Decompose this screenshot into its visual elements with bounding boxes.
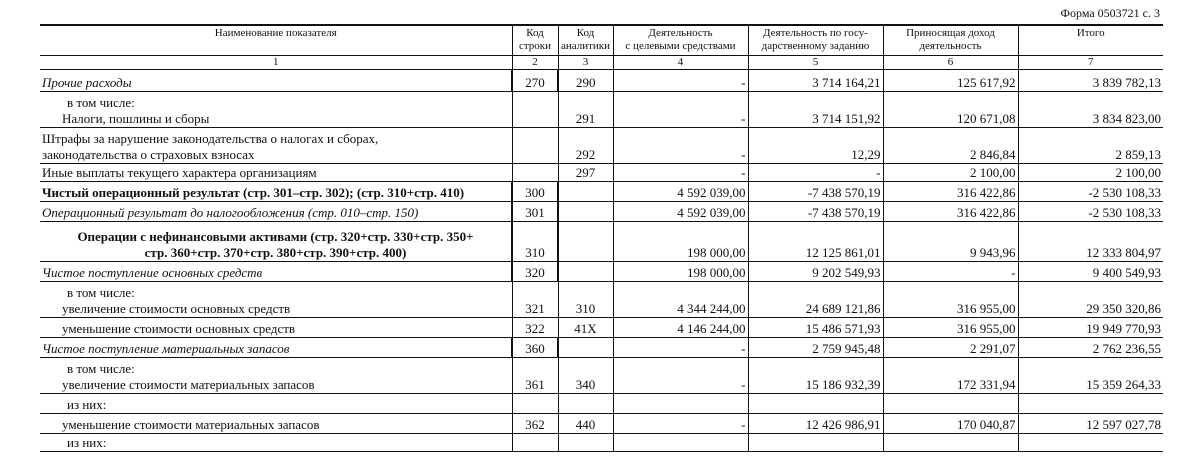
value-targeted: - [613,92,748,128]
value-state-task: 24 689 121,86 [748,282,883,318]
column-header-2 [512,25,558,56]
column-number: 7 [1018,56,1163,70]
value-state-task: -7 438 570,19 [748,182,883,202]
indicator-name-line: стр. 360+стр. 370+стр. 380+стр. 390+стр. 400) [144,245,407,260]
value-income: 120 671,08 [883,92,1018,128]
table-row [40,414,1163,434]
table-row [40,434,1163,452]
indicator-name [40,222,512,262]
column-number: 4 [613,56,748,70]
table-row [40,128,1163,164]
indicator-name-line: увеличение стоимости основных средств [62,301,291,316]
analytics-code: 297 [558,164,613,182]
indicator-name-line: в том числе: [67,361,135,376]
value-total [1018,394,1163,414]
column-header-line: строки [518,40,552,52]
table-row [40,338,1163,358]
table-row [40,282,1163,318]
indicator-name [40,394,512,414]
column-header-line: Код [576,27,595,39]
column-header-line: деятельность [919,40,982,52]
column-number: 3 [558,56,613,70]
indicator-name [40,164,512,182]
indicator-name [40,338,512,358]
analytics-code [558,222,613,262]
line-code [512,434,558,452]
column-number: 2 [512,56,558,70]
table-row [40,202,1163,222]
form-label: Форма 0503721 с. 3 [1060,6,1160,20]
column-header-6 [883,25,1018,56]
line-code: 310 [512,222,558,262]
column-number-row [40,56,1163,70]
indicator-name [40,128,512,164]
indicator-name-line: Иные выплаты текущего характера организациям [42,165,317,180]
value-total [1018,434,1163,452]
value-targeted [613,394,748,414]
value-total: -2 530 108,33 [1018,182,1163,202]
analytics-code: 340 [558,358,613,394]
indicator-name [40,434,512,452]
value-state-task: - [748,164,883,182]
column-number: 1 [40,56,512,70]
value-income: 316 422,86 [883,202,1018,222]
value-total: 19 949 770,93 [1018,318,1163,338]
analytics-code: 41X [558,318,613,338]
value-total: 3 839 782,13 [1018,70,1163,92]
value-targeted: 4 592 039,00 [613,202,748,222]
value-total: 2 859,13 [1018,128,1163,164]
report-sheet [40,24,1163,452]
indicator-name [40,182,512,202]
indicator-name [40,414,512,434]
indicator-name [40,358,512,394]
value-income: 125 617,92 [883,70,1018,92]
indicator-name-line: Операционный результат до налогообложения (стр. 010–стр. 150) [42,205,419,220]
line-code [512,164,558,182]
value-income [883,394,1018,414]
line-code: 300 [512,182,558,202]
analytics-code [558,202,613,222]
column-header-line: Итого [1076,27,1105,39]
column-number: 6 [883,56,1018,70]
value-targeted: 4 146 244,00 [613,318,748,338]
value-total: 2 762 236,55 [1018,338,1163,358]
column-header-line: Приносящая доход [906,27,995,39]
indicator-name-line: в том числе: [67,285,135,300]
column-header-5 [748,25,883,56]
value-income: 2 291,07 [883,338,1018,358]
value-state-task: -7 438 570,19 [748,202,883,222]
value-state-task: 9 202 549,93 [748,262,883,282]
line-code: 321 [512,282,558,318]
value-total: 3 834 823,00 [1018,92,1163,128]
value-total: 12 597 027,78 [1018,414,1163,434]
value-state-task: 2 759 945,48 [748,338,883,358]
table-body [40,70,1163,452]
line-code [512,128,558,164]
column-header-line: Деятельность [648,27,713,39]
column-header-3 [558,25,613,56]
line-code: 361 [512,358,558,394]
value-state-task: 3 714 164,21 [748,70,883,92]
indicator-name-line: Прочие расходы [42,75,132,90]
column-header-line: Деятельность по госу- [763,27,868,39]
value-state-task: 15 186 932,39 [748,358,883,394]
indicator-name [40,92,512,128]
value-targeted: 4 592 039,00 [613,182,748,202]
line-code [512,394,558,414]
line-code: 360 [512,338,558,358]
analytics-code: 291 [558,92,613,128]
indicator-name-line: законодательства о страховых взносах [42,147,255,162]
value-targeted: - [613,128,748,164]
value-income: 316 955,00 [883,282,1018,318]
value-targeted: - [613,414,748,434]
table-row [40,70,1163,92]
column-header-1 [40,25,512,56]
analytics-code [558,182,613,202]
indicator-name-line: Штрафы за нарушение законодательства о налогах и сборах, [42,131,379,146]
analytics-code: 310 [558,282,613,318]
indicator-name-line: Чистый операционный результат (стр. 301–стр. 302); (стр. 310+стр. 410) [42,185,465,200]
indicator-name-line: Операции с нефинансовыми активами (стр. 320+стр. 330+стр. 350+ [77,229,474,244]
value-total: 12 333 804,97 [1018,222,1163,262]
value-targeted: 198 000,00 [613,262,748,282]
analytics-code: 292 [558,128,613,164]
table-row [40,182,1163,202]
line-code: 270 [512,70,558,92]
column-header-line: с целевыми средствами [625,40,736,52]
value-total: 9 400 549,93 [1018,262,1163,282]
indicator-name [40,318,512,338]
indicator-name-line: в том числе: [67,95,135,110]
column-header-4 [613,25,748,56]
column-header-line: Код [526,27,544,39]
table-row [40,318,1163,338]
value-state-task: 15 486 571,93 [748,318,883,338]
column-header-line: Наименование показателя [214,27,337,39]
operations-table [40,24,1163,452]
table-row [40,164,1163,182]
value-total: 2 100,00 [1018,164,1163,182]
column-header-line: дарственному заданию [761,40,870,52]
analytics-code [558,394,613,414]
value-income: 316 422,86 [883,182,1018,202]
table-row [40,262,1163,282]
column-header-7 [1018,25,1163,56]
value-targeted [613,434,748,452]
value-income: - [883,262,1018,282]
table-row [40,92,1163,128]
indicator-name-line: увеличение стоимости материальных запасов [62,377,315,392]
analytics-code: 440 [558,414,613,434]
line-code: 322 [512,318,558,338]
column-header-line: аналитики [560,40,611,52]
indicator-name-line: уменьшение стоимости основных средств [62,321,296,336]
value-targeted: 198 000,00 [613,222,748,262]
line-code: 320 [512,262,558,282]
indicator-name-line: Чистое поступление основных средств [42,265,263,280]
column-number: 5 [748,56,883,70]
value-income: 9 943,96 [883,222,1018,262]
header-row [40,25,1163,56]
line-code: 362 [512,414,558,434]
value-targeted: - [613,338,748,358]
value-income: 172 331,94 [883,358,1018,394]
value-income: 2 100,00 [883,164,1018,182]
value-targeted: 4 344 244,00 [613,282,748,318]
value-income: 170 040,87 [883,414,1018,434]
table-row [40,358,1163,394]
value-targeted: - [613,358,748,394]
indicator-name [40,262,512,282]
indicator-name-line: из них: [67,397,107,412]
value-income: 316 955,00 [883,318,1018,338]
value-state-task: 12 426 986,91 [748,414,883,434]
value-income [883,434,1018,452]
value-state-task: 3 714 151,92 [748,92,883,128]
line-code: 301 [512,202,558,222]
analytics-code [558,434,613,452]
value-state-task [748,394,883,414]
value-targeted: - [613,70,748,92]
indicator-name [40,70,512,92]
value-state-task: 12,29 [748,128,883,164]
indicator-name [40,202,512,222]
indicator-name-line: Налоги, пошлины и сборы [62,111,210,126]
analytics-code: 290 [558,70,613,92]
value-state-task [748,434,883,452]
line-code [512,92,558,128]
indicator-name-line: из них: [67,435,107,450]
value-total: 15 359 264,33 [1018,358,1163,394]
value-total: 29 350 320,86 [1018,282,1163,318]
value-total: -2 530 108,33 [1018,202,1163,222]
value-state-task: 12 125 861,01 [748,222,883,262]
table-row [40,394,1163,414]
analytics-code [558,338,613,358]
value-targeted: - [613,164,748,182]
table-row [40,222,1163,262]
indicator-name-line: Чистое поступление материальных запасов [42,341,290,356]
analytics-code [558,262,613,282]
indicator-name-line: уменьшение стоимости материальных запасов [62,417,320,432]
indicator-name [40,282,512,318]
value-income: 2 846,84 [883,128,1018,164]
